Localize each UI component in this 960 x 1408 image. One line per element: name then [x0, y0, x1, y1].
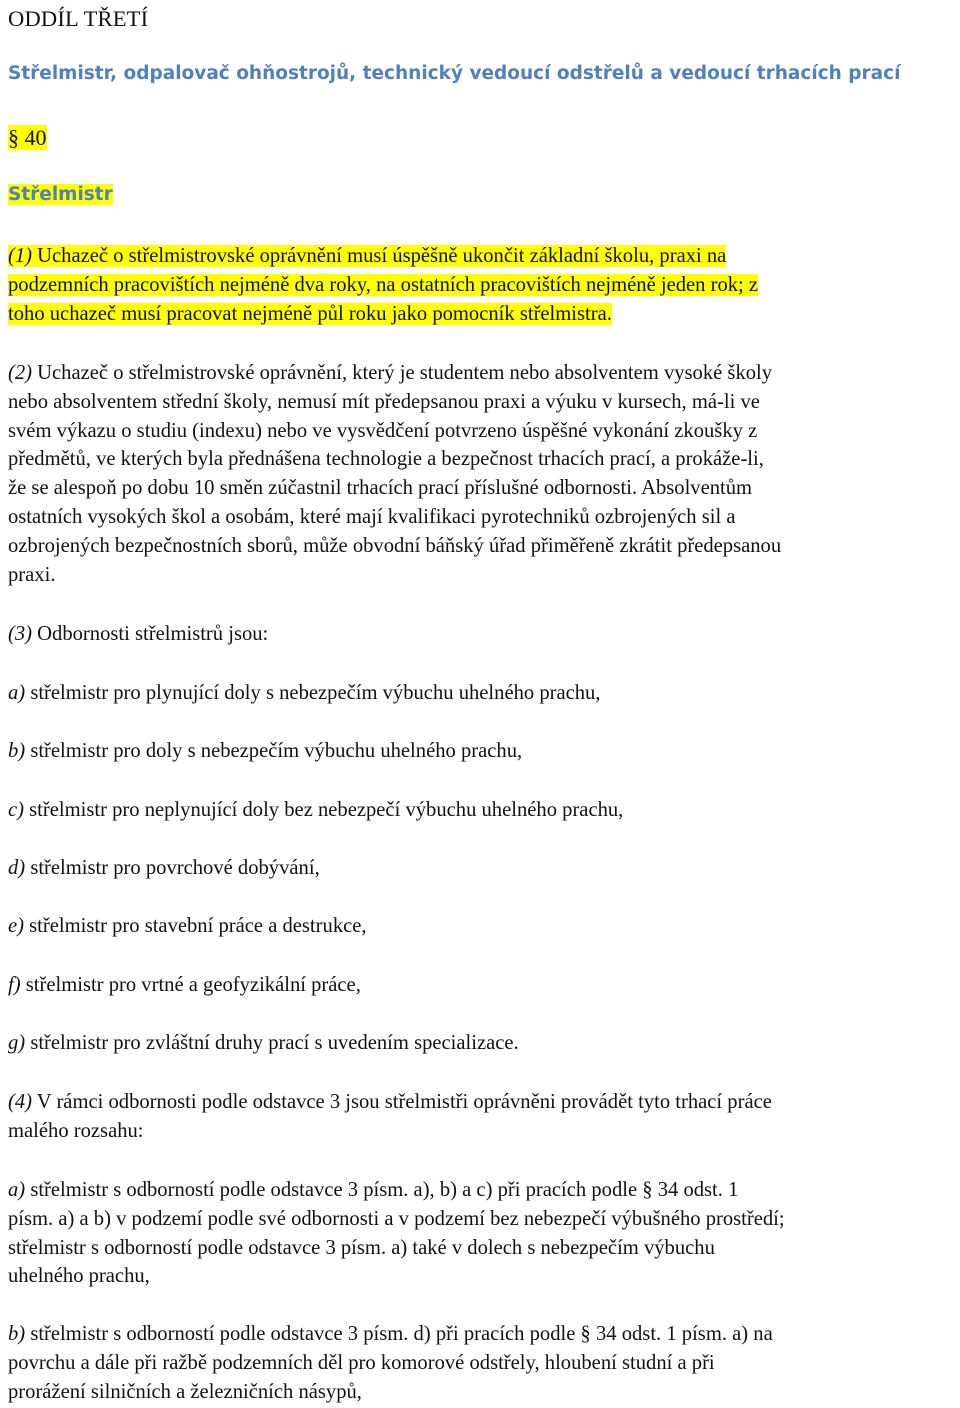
paragraph-4a-line: uhelného prachu, [8, 1265, 150, 1288]
list-item-b [8, 737, 956, 766]
list-item-marker: e) [8, 915, 24, 937]
list-item-c [8, 796, 956, 825]
paragraph-2-line: ostatních vysokých škol a osobám, které mají kvalifikaci pyrotechniků ozbrojených sil a [8, 505, 736, 528]
paragraph-2-line: svém výkazu o studiu (indexu) nebo ve vysvědčení potvrzeno úspěšné vykonání zkoušky z [8, 419, 758, 442]
paragraph-4 [8, 1088, 956, 1146]
paragraph-4-item-a [8, 1176, 956, 1291]
list-item-text: střelmistr pro vrtné a geofyzikální práce, [25, 974, 361, 996]
list-item-marker: d) [8, 857, 26, 879]
paragraph-4b-line: povrchu a dále při ražbě podzemních děl pro komorové odstřely, hloubení studní a při [8, 1351, 715, 1374]
paragraph-3 [8, 620, 956, 649]
list-item-text: střelmistr pro plynující doly s nebezpečím výbuchu uhelného prachu, [30, 682, 601, 704]
list-item-marker: g) [8, 1032, 26, 1054]
paragraph-title-text: Střelmistr [8, 184, 113, 205]
paragraph-4a-line: střelmistr s odborností podle odstavce 3 písm. a) také v dolech s nebezpečím výbuchu [8, 1236, 715, 1259]
list-item-text: střelmistr pro stavební práce a destrukce, [29, 915, 367, 937]
chapter-heading: Střelmistr, odpalovač ohňostrojů, technický vedoucí odstřelů a vedoucí trhacích prací [8, 63, 901, 84]
section-title: ODDÍL TŘETÍ [8, 6, 149, 31]
paragraph-number [8, 123, 47, 153]
paragraph-1-line: toho uchazeč musí pracovat nejméně půl roku jako pomocník střelmistra. [8, 302, 612, 325]
list-item-text: střelmistr pro povrchové dobývání, [30, 857, 320, 879]
paragraph-2-line: že se alespoň po dobu 10 směn zúčastnil trhacích prací příslušné odbornosti. Absolventům [8, 477, 753, 500]
paragraph-2-line: ozbrojených bezpečnostních sborů, může obvodní báňský úřad přiměřeně zkrátit předepsanou [8, 534, 782, 557]
paragraph-1-line: podzemních pracovištích nejméně dva roky, na ostatních pracovištích nejméně jeden rok; z [8, 273, 759, 296]
list-item-marker: a) [8, 682, 26, 704]
list-item-text: střelmistr pro zvláštní druhy prací s uvedením specializace. [30, 1032, 519, 1054]
paragraph-2 [8, 359, 956, 589]
list-item-text: střelmistr pro doly s nebezpečím výbuchu uhelného prachu, [30, 740, 523, 762]
paragraph-1 [8, 242, 956, 328]
paragraph-4-line: V rámci odbornosti podle odstavce 3 jsou střelmistři oprávněni provádět tyto trhací práce [36, 1091, 772, 1113]
paragraph-2-line: nebo absolventem střední školy, nemusí mít předepsanou praxi a výuku v kursech, má-li ve [8, 390, 760, 413]
list-item-marker: b) [8, 740, 26, 762]
paragraph-3-text: Odbornosti střelmistrů jsou: [37, 623, 269, 645]
paragraph-title [8, 182, 113, 208]
list-item-d [8, 854, 956, 883]
paragraph-4-item-b [8, 1320, 956, 1406]
paragraph-4b-line: prorážení silničních a železničních násypů, [8, 1380, 362, 1403]
list-item-text: střelmistr pro neplynující doly bez nebezpečí výbuchu uhelného prachu, [29, 799, 624, 821]
paragraph-1-marker: (1) [8, 245, 33, 267]
list-item-a [8, 679, 956, 708]
paragraph-4a-marker: a) [8, 1179, 26, 1201]
list-item-marker: c) [8, 799, 24, 821]
paragraph-4-line: malého rozsahu: [8, 1119, 144, 1142]
list-item-f [8, 971, 956, 1000]
paragraph-2-marker: (2) [8, 362, 33, 384]
list-item-e [8, 912, 956, 941]
paragraph-4a-line: střelmistr s odborností podle odstavce 3 písm. a), b) a c) při pracích podle § 34 odst. 1 [30, 1179, 739, 1201]
list-item-g [8, 1029, 956, 1058]
paragraph-number-text: § 40 [8, 125, 47, 150]
paragraph-4b-line: střelmistr s odborností podle odstavce 3 písm. d) při pracích podle § 34 odst. 1 písm. a) na [30, 1323, 773, 1345]
paragraph-2-line: Uchazeč o střelmistrovské oprávnění, který je studentem nebo absolventem vysoké školy [37, 362, 773, 384]
paragraph-2-line: praxi. [8, 563, 56, 586]
list-item-marker: f) [8, 974, 21, 996]
paragraph-3-marker: (3) [8, 623, 33, 645]
paragraph-4-marker: (4) [8, 1091, 33, 1113]
paragraph-1-line: Uchazeč o střelmistrovské oprávnění musí úspěšně ukončit základní školu, praxi na [37, 245, 727, 267]
paragraph-4a-line: písm. a) a b) v podzemí podle své odbornosti a v podzemí bez nebezpečí výbušného prostředí; [8, 1207, 785, 1230]
paragraph-4b-marker: b) [8, 1323, 26, 1345]
paragraph-2-line: předmětů, ve kterých byla přednášena technologie a bezpečnost trhacích prací, a prokáže-li, [8, 448, 764, 471]
